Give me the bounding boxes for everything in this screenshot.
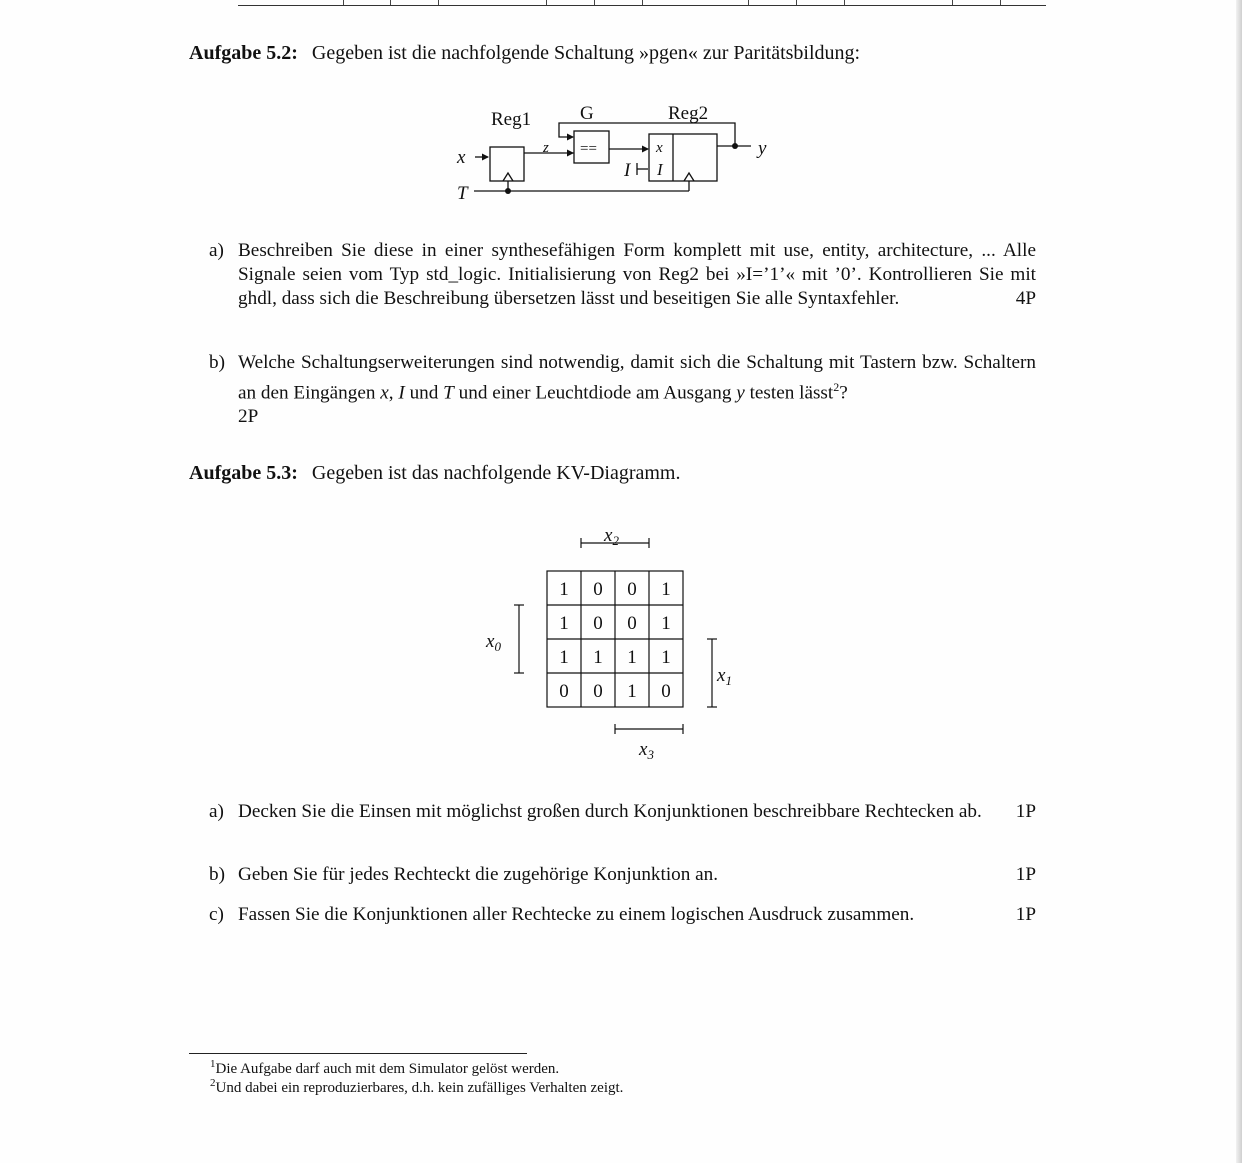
comparator-symbol: == [580, 141, 597, 157]
footnote-1-mark: 1 [210, 1058, 216, 1070]
part-b-text: Geben Sie für jedes Rechteckt die zugehörige Konjunktion an. [238, 864, 719, 885]
x3-label: $x_3$ [639, 739, 654, 762]
part-b-text-3: testen lässt [744, 382, 834, 404]
page-edge-shadow [1236, 0, 1242, 1163]
footnote-ref-2: 2 [833, 380, 840, 394]
part-b-points: 1P [1015, 864, 1036, 885]
part-b-label: b) [209, 864, 225, 885]
var-x: x [380, 382, 389, 404]
i-input-label: I [624, 160, 631, 181]
part-a-label: a) [209, 801, 224, 822]
footnote-2 [210, 1077, 623, 1097]
footnote-2-mark: 2 [210, 1077, 216, 1089]
reg1-box [490, 147, 524, 181]
kv-cell-r0c2: 0 [627, 579, 637, 600]
part-c-label: c) [209, 904, 224, 925]
kv-cell-r1c1: 0 [593, 613, 603, 634]
part-c-points: 1P [1015, 904, 1036, 925]
reg2-i-port-label: I [657, 160, 663, 179]
reg2-x-port-label: x [656, 140, 663, 156]
part-b-sep-1: , [388, 382, 399, 404]
footnote-1 [210, 1058, 559, 1078]
task-5-2-intro: Gegeben ist die nachfolgende Schaltung »pgen« zur Paritätsbildung: [311, 42, 861, 64]
kv-cell-r2c0: 1 [559, 647, 569, 668]
reg1-clock-symbol [503, 173, 513, 181]
part-b-label: b) [209, 352, 225, 373]
g-label: G [580, 103, 594, 124]
task-5-2-heading [189, 42, 860, 65]
task-5-2-label: Aufgabe 5.2: [189, 42, 298, 64]
task-5-3-part-a [209, 800, 1036, 824]
part-b-points: 2P [238, 406, 259, 428]
t-input-label: T [457, 183, 468, 204]
kv-cell-r0c1: 0 [593, 579, 603, 600]
task-5-3-label: Aufgabe 5.3: [189, 462, 298, 484]
part-b-sep-2: und [404, 382, 444, 404]
previous-table-bottom-rule [238, 0, 1046, 6]
kv-cell-r2c1: 1 [593, 647, 603, 668]
part-a-points: 1P [1015, 801, 1036, 822]
kv-cell-r1c0: 1 [559, 613, 569, 634]
var-t: T [443, 382, 454, 404]
task-5-2-part-a [209, 239, 1036, 311]
kv-cell-r0c0: 1 [559, 579, 569, 600]
kv-cell-r2c3: 1 [661, 647, 671, 668]
x0-label: $x_0$ [486, 631, 501, 654]
parity-circuit-diagram [440, 95, 800, 210]
kv-diagram [480, 520, 750, 765]
part-a-points: 4P [1015, 288, 1036, 309]
clock-junction-dot [505, 188, 511, 194]
part-a-text: Decken Sie die Einsen mit möglichst großen durch Konjunktionen beschreibbare Rechtecken ab. [238, 801, 982, 822]
task-5-2-part-b [209, 351, 1036, 429]
x1-label: $x_1$ [717, 665, 732, 688]
var-y: y [736, 382, 745, 404]
part-b-text-1: Welche Schaltungserweiterungen sind notwendig, damit sich die Schaltung mit Tastern bzw. Schaltern an den Eingängen [238, 352, 1036, 404]
footnote-rule [189, 1053, 527, 1054]
y-output-label: y [758, 138, 767, 159]
kv-cell-r3c2: 1 [627, 681, 637, 702]
kv-cell-r3c3: 0 [661, 681, 671, 702]
part-c-text: Fassen Sie die Konjunktionen aller Rechtecke zu einem logischen Ausdruck zusammen. [238, 904, 915, 925]
part-a-text: Beschreiben Sie diese in einer synthesefähigen Form komplett mit use, entity, architecture, ... Alle Signale seien vom Typ std_logic. Initialisierung von Reg2 bei »I=’1’« mit ’0’. Kontrollieren Sie mit ghdl, dass sich die Beschreibung übersetzen lässt und beseitigen Sie alle Syntaxfehler. [238, 240, 1036, 309]
x2-label: $x_2$ [604, 525, 619, 548]
part-b-text-end: ? [839, 382, 848, 404]
var-i: I [398, 382, 405, 404]
task-5-3-intro: Gegeben ist das nachfolgende KV-Diagramm. [311, 462, 681, 484]
reg2-clock-symbol [684, 173, 694, 181]
part-a-label: a) [209, 240, 224, 261]
kv-cell-r0c3: 1 [661, 579, 671, 600]
kv-cell-r3c0: 0 [559, 681, 569, 702]
kv-cell-r3c1: 0 [593, 681, 603, 702]
kv-cell-r1c2: 0 [627, 613, 637, 634]
kv-cell-r1c3: 1 [661, 613, 671, 634]
footnote-2-text: Und dabei ein reproduzierbares, d.h. kein zufälliges Verhalten zeigt. [215, 1080, 624, 1096]
x-input-label: x [457, 147, 466, 168]
kv-cell-r2c2: 1 [627, 647, 637, 668]
reg1-label: Reg1 [491, 109, 532, 130]
output-junction-dot [732, 143, 738, 149]
footnote-1-text: Die Aufgabe darf auch mit dem Simulator gelöst werden. [215, 1061, 560, 1077]
part-b-text-2: und einer Leuchtdiode am Ausgang [453, 382, 737, 404]
task-5-3-heading [189, 462, 680, 485]
z-signal-label: z [543, 140, 549, 156]
reg2-label: Reg2 [668, 103, 709, 124]
